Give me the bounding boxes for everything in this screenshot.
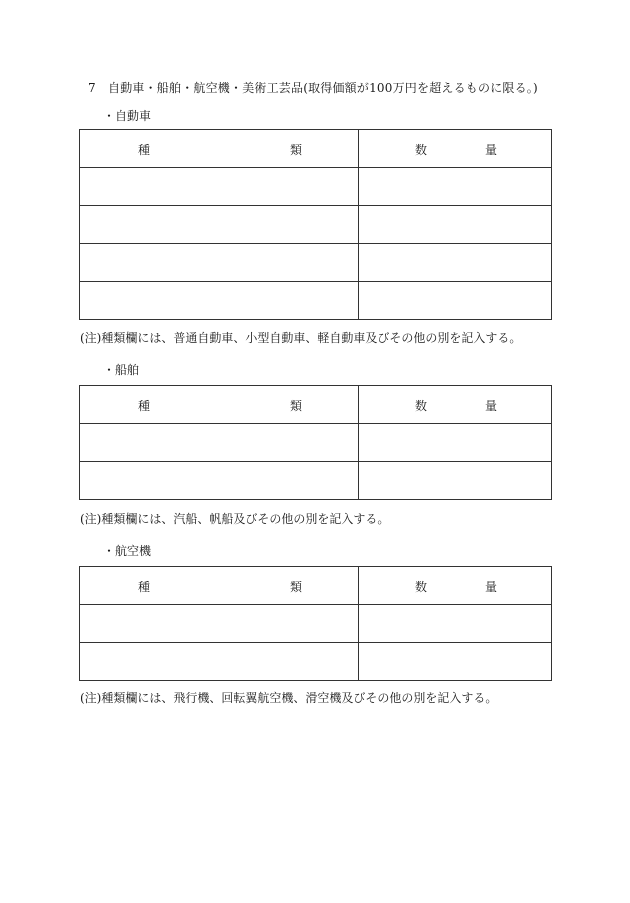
automobile-note: (注)種類欄には、普通自動車、小型自動車、軽自動車及びその他の別を記入する。 [80, 331, 522, 345]
table-row [80, 605, 552, 643]
quantity-cell[interactable] [359, 206, 552, 244]
kind-cell[interactable] [80, 424, 359, 462]
kind-header: 種 類 [80, 130, 359, 168]
kind-cell[interactable] [80, 206, 359, 244]
table-header-row [80, 386, 552, 424]
table-row [80, 244, 552, 282]
aircraft-note: (注)種類欄には、飛行機、回転翼航空機、滑空機及びその他の別を記入する。 [80, 691, 498, 705]
table-row [80, 206, 552, 244]
section-heading [88, 80, 538, 96]
kind-cell[interactable] [80, 643, 359, 681]
table-row [80, 643, 552, 681]
kind-header: 種 類 [80, 386, 359, 424]
automobile-label: ・自動車 [103, 109, 152, 123]
quantity-header: 数 量 [359, 130, 552, 168]
quantity-cell[interactable] [359, 282, 552, 320]
kind-cell[interactable] [80, 605, 359, 643]
quantity-cell[interactable] [359, 168, 552, 206]
table-row [80, 168, 552, 206]
ship-note: (注)種類欄には、汽船、帆船及びその他の別を記入する。 [80, 512, 390, 526]
kind-cell[interactable] [80, 244, 359, 282]
aircraft-label: ・航空機 [103, 544, 152, 558]
kind-header: 種 類 [80, 567, 359, 605]
table-header-row [80, 130, 552, 168]
ship-label: ・船舶 [103, 363, 140, 377]
kind-cell[interactable] [80, 462, 359, 500]
kind-cell[interactable] [80, 168, 359, 206]
aircraft-table [79, 566, 552, 681]
section-number: 7 [88, 81, 96, 95]
table-row [80, 462, 552, 500]
quantity-cell[interactable] [359, 605, 552, 643]
ship-table [79, 385, 552, 500]
quantity-cell[interactable] [359, 424, 552, 462]
quantity-header: 数 量 [359, 567, 552, 605]
quantity-cell[interactable] [359, 462, 552, 500]
quantity-cell[interactable] [359, 244, 552, 282]
section-title-text: 自動車・船舶・航空機・美術工芸品(取得価額が100万円を超えるものに限る。) [108, 81, 538, 95]
table-row [80, 424, 552, 462]
kind-cell[interactable] [80, 282, 359, 320]
automobile-table [79, 129, 552, 320]
quantity-header: 数 量 [359, 386, 552, 424]
table-row [80, 282, 552, 320]
table-header-row [80, 567, 552, 605]
quantity-cell[interactable] [359, 643, 552, 681]
